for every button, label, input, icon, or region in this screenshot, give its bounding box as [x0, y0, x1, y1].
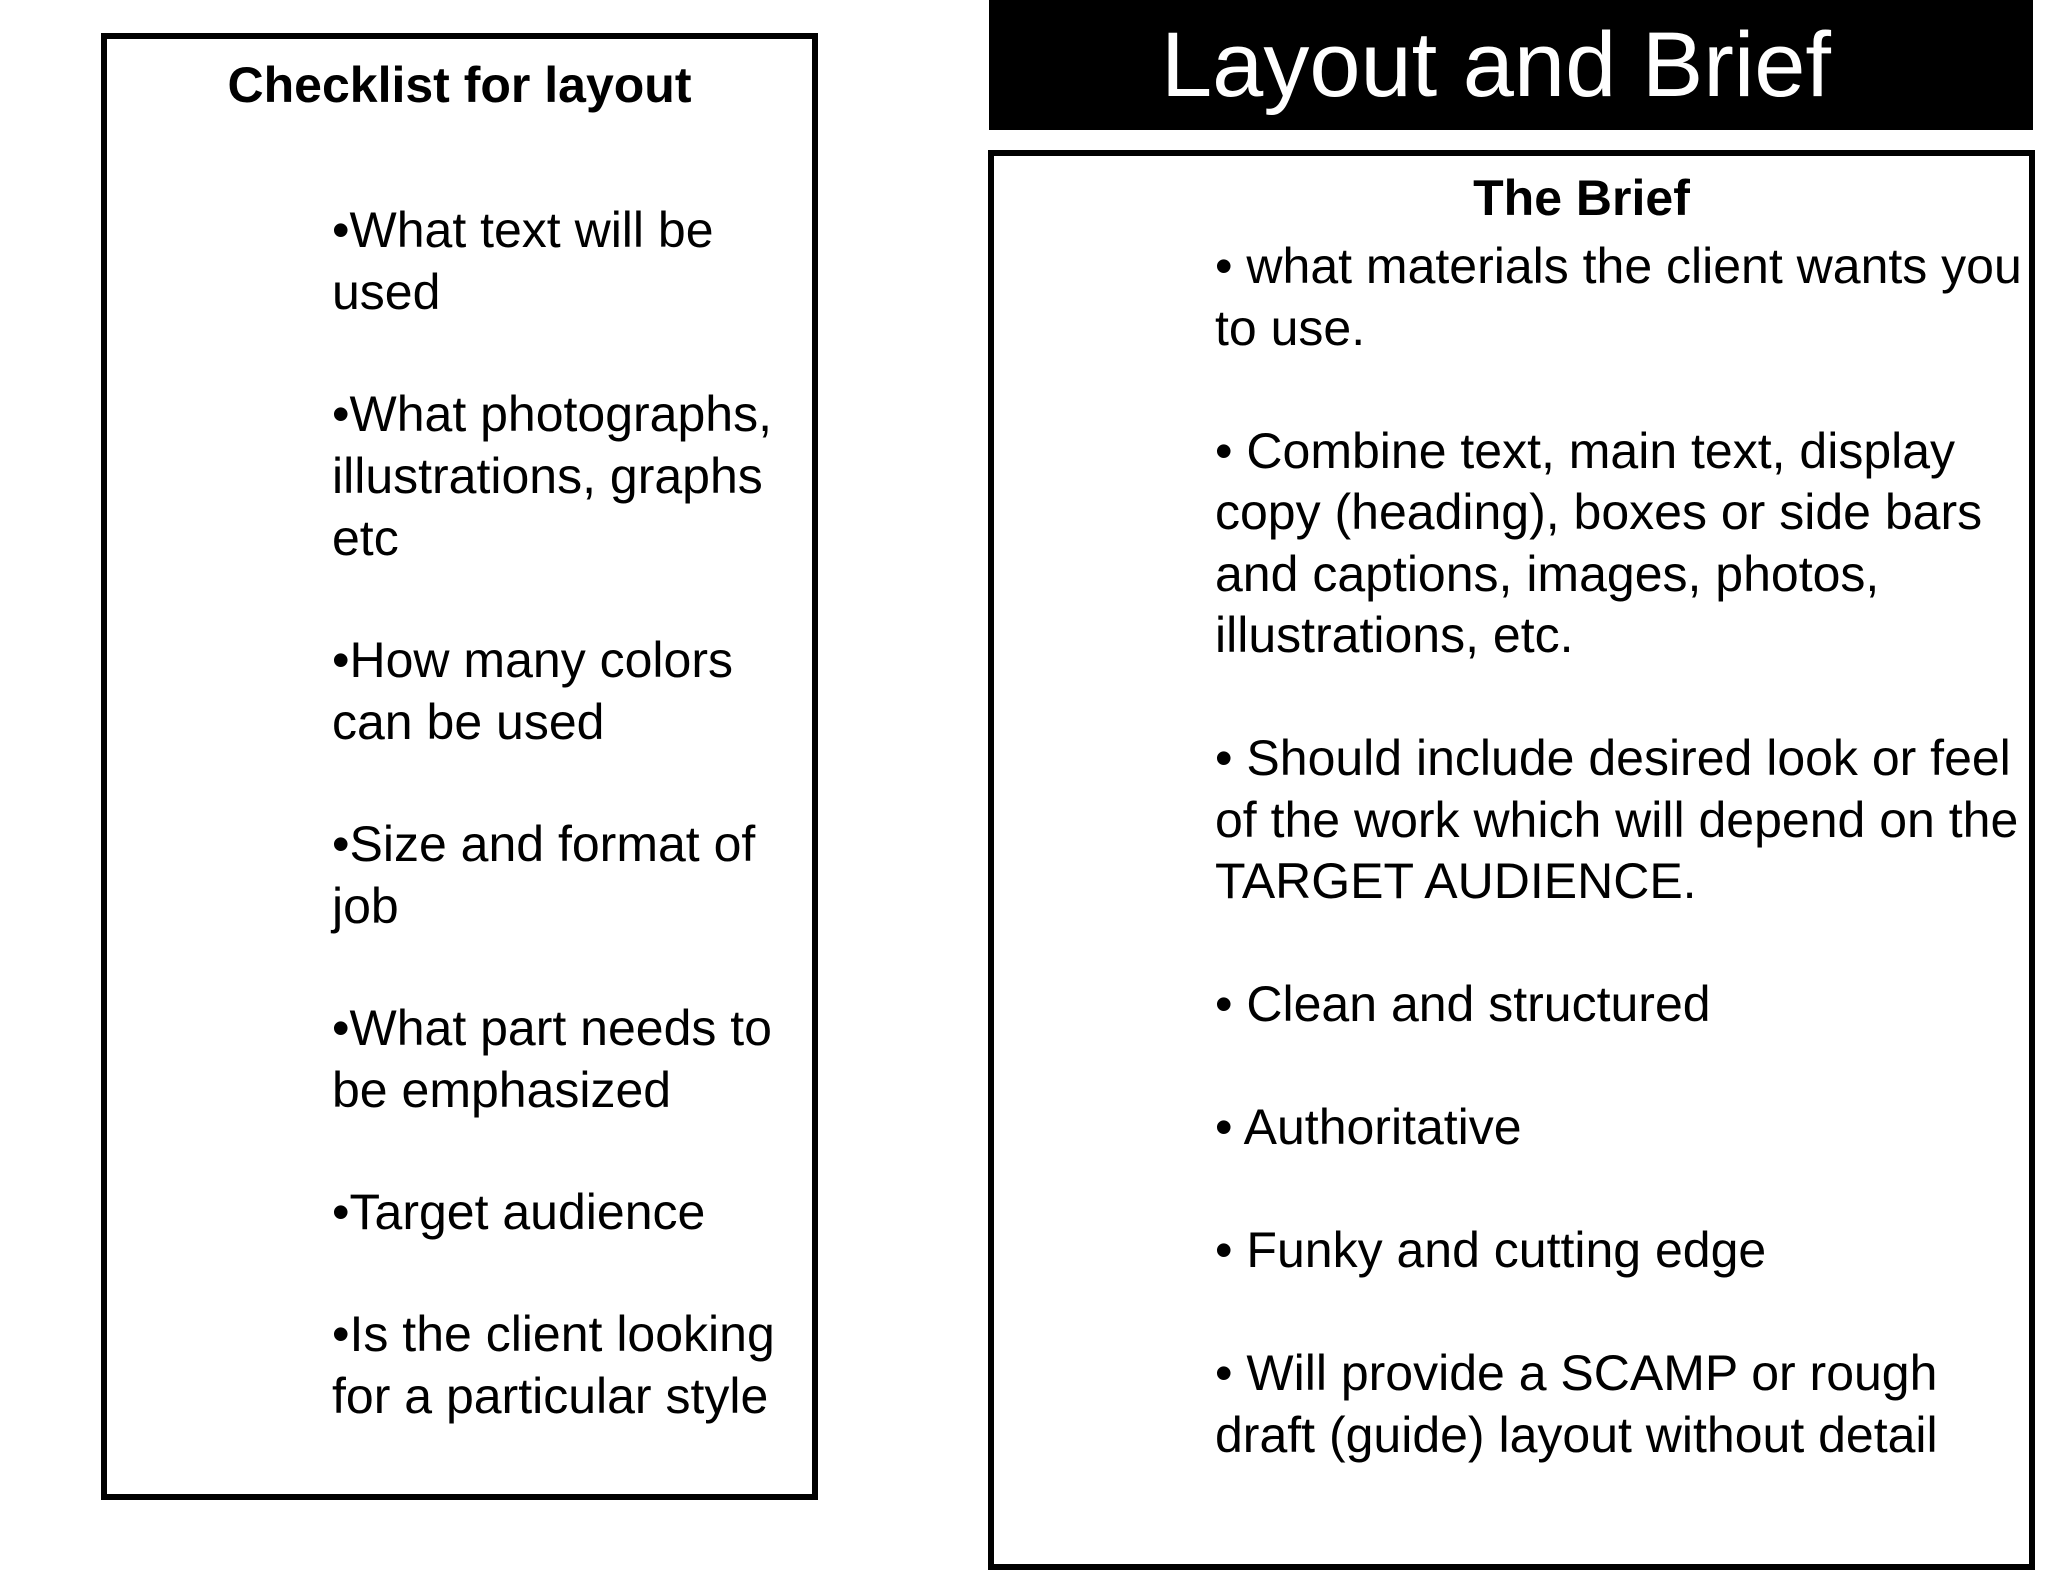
brief-heading: The Brief: [1473, 170, 1690, 226]
brief-panel: [988, 150, 2035, 1570]
checklist-panel: [101, 33, 818, 1500]
brief-item: • Funky and cutting edge: [1215, 1220, 2035, 1282]
brief-item: • what materials the client wants you to use.: [1215, 236, 2035, 359]
checklist-item: • What part needs to be emphasized: [332, 997, 812, 1121]
checklist-item: • What photographs, illustrations, graphs etc: [332, 383, 812, 569]
checklist-item: • What text will be used: [332, 199, 812, 323]
checklist-item: • Size and format of job: [332, 813, 812, 937]
checklist-item: • Is the client looking for a particular style: [332, 1303, 812, 1427]
brief-list: [1215, 236, 2035, 1528]
title-bar: [989, 0, 2033, 130]
brief-item: • Will provide a SCAMP or rough draft (guide) layout without detail: [1215, 1343, 2035, 1466]
page-title: Layout and Brief: [1160, 14, 1831, 116]
checklist-list: [332, 199, 812, 1487]
brief-item: • Combine text, main text, display copy (heading), boxes or side bars and captions, images, photos, illustrations, etc.: [1215, 421, 2035, 667]
checklist-heading: Checklist for layout: [227, 57, 692, 113]
brief-item: • Authoritative: [1215, 1097, 2035, 1159]
brief-item: • Clean and structured: [1215, 974, 2035, 1036]
brief-item: • Should include desired look or feel of the work which will depend on the TARGET AUDIENCE.: [1215, 728, 2035, 913]
checklist-item: • Target audience: [332, 1181, 812, 1243]
checklist-item: • How many colors can be used: [332, 629, 812, 753]
